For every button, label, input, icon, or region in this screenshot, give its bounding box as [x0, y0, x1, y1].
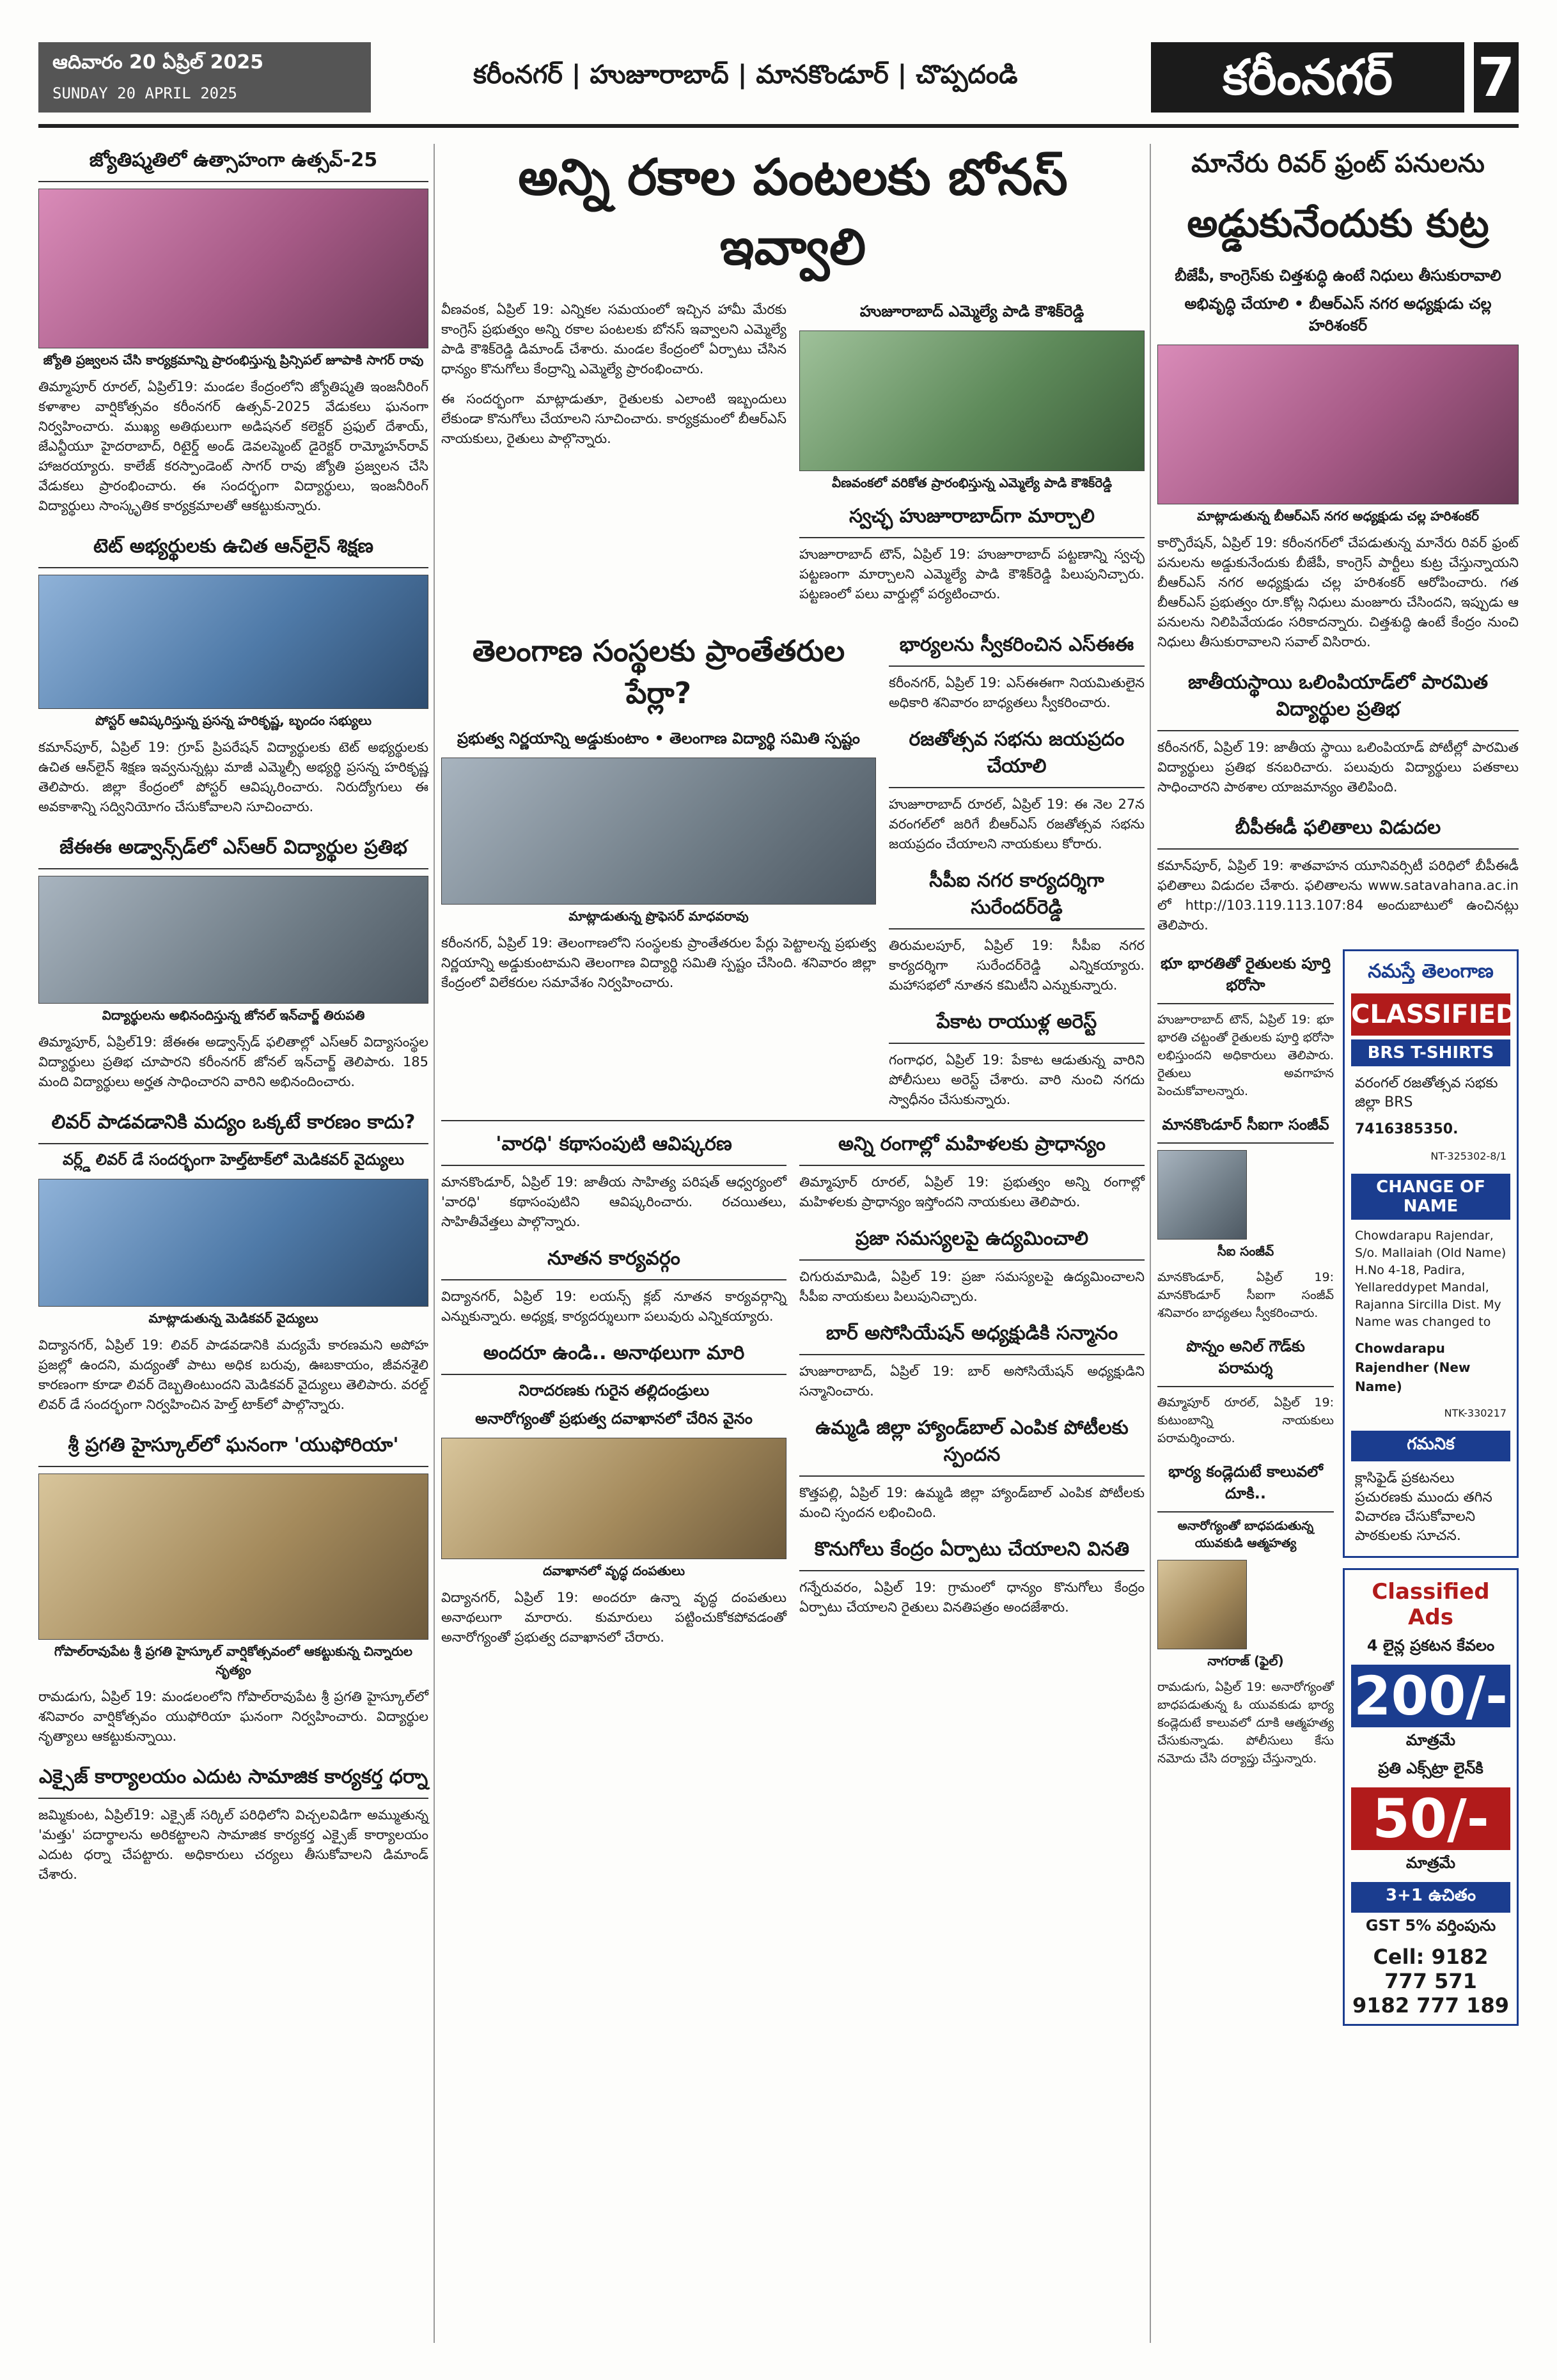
- article-photo: [799, 331, 1145, 471]
- article-body: కమాన్‌పూర్, ఏప్రిల్ 19: గ్రూప్ ప్రిపరేషన్ విద్యార్థులకు టెట్ అభ్యర్థులకు ఉచిత ఆన్‌లైన్ శిక్షణ ఇవ్వనున్నట్లు మాజీ ఎమ్మెల్సీ అభ్యర్థి ప్రసన్న హరికృష్ణ తెలిపారు. జిల్లా కేంద్రంలో పోస్టర్ ఆవిష్కరించారు. నిరుద్యోగులు ఈ అవకాశాన్ని సద్వినియోగం చేసుకోవాలని సూచించారు.: [38, 740, 428, 814]
- article-body: తిమ్మాపూర్ రూరల్, ఏప్రిల్19: మండల కేంద్రంలోని జ్యోతిష్మతి ఇంజనీరింగ్ కళాశాల వార్షికోత్సవం కరీంనగర్ ఉత్సవ్-2025 వేడుకలు ఘనంగా నిర్వహించారు. ముఖ్య అతిథులుగా అడిషనల్ కలెక్టర్ ప్రఫుల్ దేశాయ్, జేఎన్టీయూ హైదరాబాద్, రిటైర్డ్ అండ్ డెవలప్మెంట్ డైరెక్టర్ రామ్మోహన్‌రావ్ హాజరయ్యారు. కాలేజ్ కరస్పాండెంట్ సాగర్ రావు జ్యోతి ప్రజ్వలన చేసి వేడుకలు ప్రారంభించారు. ఈ సందర్భంగా విద్యార్థులు, ఇంజనీరింగ్ విద్యార్థులు సాంస్కృతిక కార్యక్రమాలతో ఆకట్టుకున్నారు.: [38, 379, 428, 513]
- lead-article: [441, 144, 1145, 614]
- date-box: [38, 42, 371, 113]
- classified-ad-box: [1343, 949, 1519, 1558]
- article-headline: ప్రజా సమస్యలపై ఉద్యమించాలి: [799, 1222, 1145, 1261]
- article: [1157, 666, 1519, 797]
- article-headline: బార్ అసోసియేషన్ అధ్యక్షుడికి సన్మానం: [799, 1317, 1145, 1355]
- article-headline: 'వారధి' కథాసంపుటి ఆవిష్కరణ: [441, 1128, 786, 1166]
- article-body: జమ్మికుంట, ఏప్రిల్19: ఎక్సైజ్ సర్కిల్ పరిధిలోని విచ్చలవిడిగా అమ్ముతున్న 'మత్తు' పదార్థాలను అరికట్టాలని సామాజిక కార్యకర్త ఎక్సైజ్ కార్యాలయం ఎదుట ధర్నా చేపట్టారు. అధికారులు చర్యలు తీసుకోవాలని డిమాండ్ చేశారు.: [38, 1807, 428, 1882]
- article-subhead: అనారోగ్యంతో బాధపడుతున్న యువకుడి ఆత్మహత్య: [1177, 1519, 1314, 1550]
- article-body: రామడుగు, ఏప్రిల్ 19: మండలంలోని గోపాల్‌రావుపేట శ్రీ ప్రగతి హైస్కూల్‌లో శనివారం వార్షికోత్సవం యుఫోరియా ఘనంగా నిర్వహించారు. విద్యార్థుల నృత్యాలు ఆకట్టుకున్నాయి.: [38, 1689, 428, 1744]
- article-photo: [38, 1179, 428, 1307]
- article-body: కరీంనగర్, ఏప్రిల్ 19: ఎస్ఈఈగా నియమితులైన అధికారి శనివారం బాధ్యతలు స్వీకరించారు.: [889, 675, 1145, 710]
- article-headline: టెట్ అభ్యర్థులకు ఉచిత ఆన్‌లైన్ శిక్షణ: [38, 530, 428, 568]
- ad-text: ప్రతి ఎక్స్‌ట్రా లైన్‌కి: [1378, 1759, 1483, 1777]
- article: [38, 831, 428, 1092]
- article-body: కరీంనగర్, ఏప్రిల్ 19: జాతీయ స్థాయి ఒలింపియాడ్ పోటీల్లో పారమిత విద్యార్థులు ప్రతిభ కనబరిచారు. పలువురు విద్యార్థులు పతకాలు సాధించారని పాఠశాల యాజమాన్యం తెలిపింది.: [1157, 740, 1519, 795]
- article-headline: భార్య కండ్లెదుటే కాలువలో దూకి..: [1157, 1458, 1334, 1513]
- article-subhead: బీజేపీ, కాంగ్రెస్‌కు చిత్తశుద్ధి ఉంటే నిధులు తీసుకురావాలి: [1175, 267, 1501, 284]
- article-headline: మానకొండూర్ సీఐగా సంజీవ్: [1157, 1110, 1334, 1144]
- article-body: హుజూరాబాద్ టౌన్, ఏప్రిల్ 19: భూ భారతి చట్టంతో రైతులకు పూర్తి భరోసా లభిస్తుందని అధికారులు తెలిపారు. రైతులు అవగాహన పెంచుకోవాలన్నారు.: [1157, 1013, 1334, 1098]
- article-headline: తెలంగాణ సంస్థలకు ప్రాంతేతరుల పేర్లా?: [472, 634, 845, 710]
- ad-text: మాత్రమే: [1405, 1731, 1456, 1749]
- page-number: 7: [1474, 42, 1519, 113]
- ad-text: 4 లైన్ల ప్రకటన కేవలం: [1366, 1637, 1495, 1654]
- ad-code: NTK-330217: [1444, 1407, 1506, 1419]
- article-headline: నూతన కార్యవర్గం: [441, 1242, 786, 1280]
- article-body: కొత్తపల్లి, ఏప్రిల్ 19: ఉమ్మడి జిల్లా హ్యాండ్‌బాల్ ఎంపిక పోటీలకు మంచి స్పందన లభించింది.: [799, 1485, 1145, 1520]
- article-headline: పొన్నం అనిల్ గౌడ్‌కు పరామర్శ: [1157, 1332, 1334, 1387]
- article-headline: జేఈఈ అడ్వాన్స్‌డ్‌లో ఎస్ఆర్ విద్యార్థుల ప్రతిభ: [38, 831, 428, 869]
- article-body: విద్యానగర్, ఏప్రిల్ 19: లయన్స్ క్లబ్ నూతన కార్యవర్గాన్ని ఎన్నుకున్నారు. అధ్యక్ష, కార్యదర్శులుగా పలువురు ఎన్నికయ్యారు.: [441, 1289, 786, 1324]
- article-photo: [441, 758, 876, 905]
- article-subhead: అభివృద్ధి చేయాలి • బీఆర్ఎస్ నగర అధ్యక్షుడు చల్ల హరిశంకర్: [1184, 295, 1492, 334]
- article-body: రామడుగు, ఏప్రిల్ 19: అనారోగ్యంతో బాధపడుతున్న ఓ యువకుడు భార్య కండ్లెదుటే కాలువలో దూకి ఆత్మహత్య చేసుకున్నాడు. పోలీసులు కేసు నమోదు చేసి దర్యాప్తు చేస్తున్నారు.: [1157, 1680, 1334, 1766]
- article-body: హుజూరాబాద్, ఏప్రిల్ 19: బార్ అసోసియేషన్ అధ్యక్షుడిని సన్మానించారు.: [799, 1364, 1145, 1399]
- article-body: కార్పొరేషన్, ఏప్రిల్ 19: కరీంనగర్‌లో చేపడుతున్న మానేరు రివర్ ఫ్రంట్ పనులను అడ్డుకునేందుకు బీజేపీ, కాంగ్రెస్ పార్టీలు కుట్ర చేస్తున్నాయని బీఆర్ఎస్ నగర అధ్యక్షుడు చల్ల హరిశంకర్ ఆరోపించారు. గత బీఆర్ఎస్ ప్రభుత్వం రూ.కోట్ల నిధులు మంజూరు చేసిందని, ఇప్పుడు ఆ పనులను నిలిపివేయడం సరికాదన్నారు. చిత్తశుద్ధి ఉంటే కేంద్రం నుంచి నిధులు తీసుకురావాలని సవాల్ విసిరారు.: [1157, 535, 1519, 649]
- article-headline: బీపీఈడీ ఫలితాలు విడుదల: [1157, 811, 1519, 850]
- article-headline: స్వచ్ఛ హుజూరాబాద్‌గా మార్చాలి: [799, 500, 1145, 538]
- article-photo: [1157, 1150, 1247, 1240]
- classified-ads: [1343, 949, 1519, 2036]
- article-headline: ఉమ్మడి జిల్లా హ్యాండ్‌బాల్ ఎంపిక పోటీలకు స్పందన: [799, 1412, 1145, 1477]
- ad-text: వరంగల్ రజతోత్సవ సభకు జిల్లా BRS: [1355, 1075, 1498, 1110]
- article-body: గన్నేరువరం, ఏప్రిల్ 19: గ్రామంలో ధాన్యం కొనుగోలు కేంద్రం ఏర్పాటు చేయాలని రైతులు వినతిపత్రం అందజేశారు.: [799, 1580, 1145, 1615]
- article: [38, 530, 428, 817]
- ad-heading: గమనిక: [1351, 1431, 1510, 1461]
- date-english: SUNDAY 20 APRIL 2025: [52, 84, 237, 102]
- article-photo: [1157, 1560, 1247, 1649]
- article-photo: [38, 189, 428, 348]
- article-subhead: నిరాదరణకు గురైన తల్లిదండ్రులు: [518, 1381, 709, 1399]
- article-body: విద్యానగర్, ఏప్రిల్ 19: అందరూ ఉన్నా వృద్ధ దంపతులు అనాథలుగా మారారు. కుమారులు పట్టించుకోకపోవడంతో అనారోగ్యంతో ప్రభుత్వ దవాఖానలో చేరారు.: [441, 1590, 786, 1645]
- article-photo: [38, 876, 428, 1004]
- article-body: తిమ్మాపూర్, ఏప్రిల్19: జేఈఈ అడ్వాన్స్‌డ్ ఫలితాల్లో ఎస్ఆర్ విద్యాసంస్థల విద్యార్థులు ప్రతిభ చూపారని కరీంనగర్ జోనల్ ఇన్‌చార్జ్ తెలిపారు. 185 మంది విద్యార్థులు అర్హత సాధించారని వారిని అభినందించారు.: [38, 1034, 428, 1089]
- ad-phone: 9182 777 189: [1352, 1993, 1509, 2018]
- article-subhead: అనారోగ్యంతో ప్రభుత్వ దవాఖానలో చేరిన వైనం: [475, 1410, 753, 1427]
- classified-rate-box: [1343, 1568, 1519, 2026]
- article-headline: రజతోత్సవ సభను జయప్రదం చేయాలి: [889, 723, 1145, 788]
- article-body: తిమ్మాపూర్ రూరల్, ఏప్రిల్ 19: ప్రభుత్వం అన్ని రంగాల్లో మహిళలకు ప్రాధాన్యం ఇస్తోందని నాయకులు తెలిపారు.: [799, 1174, 1145, 1209]
- lead-article: [1157, 144, 1519, 652]
- article: [38, 1106, 428, 1415]
- article-body: హుజూరాబాద్ టౌన్, ఏప్రిల్ 19: హుజూరాబాద్ పట్టణాన్ని స్వచ్ఛ పట్టణంగా మార్చాలని ఎమ్మెల్యే పాడి కౌశిక్‌రెడ్డి పిలుపునిచ్చారు. పట్టణంలో పలు వార్డుల్లో పర్యటించారు.: [799, 547, 1145, 602]
- classified-header: CLASSIFIED: [1351, 993, 1510, 1036]
- photo-caption: సీఐ సంజీవ్: [1217, 1243, 1274, 1259]
- left-column: [38, 144, 428, 1899]
- edition-title: కరీంనగర్: [1151, 42, 1464, 113]
- ad-title: Classified Ads: [1372, 1579, 1490, 1630]
- article-headline: భూ భారతితో రైతులకు పూర్తి భరోసా: [1157, 949, 1334, 1004]
- date-telugu: ఆదివారం 20 ఏప్రిల్ 2025: [52, 51, 264, 74]
- article-subhead: వర్ల్డ్ లివర్ డే సందర్భంగా హెల్త్‌టాక్‌లో మెడికవర్ వైద్యులు: [62, 1151, 405, 1169]
- edition-towns: కరీంనగర్ | హుజూరాబాద్ | మానకొండూర్ | చొప్పదండి: [473, 60, 1018, 89]
- article: [38, 1761, 428, 1885]
- ad-offer: 3+1 ఉచితం: [1351, 1882, 1510, 1913]
- article-headline: శ్రీ ప్రగతి హైస్కూల్‌లో ఘనంగా 'యుఫోరియా': [38, 1429, 428, 1467]
- article-body: తిమ్మాపూర్ రూరల్, ఏప్రిల్ 19: కుటుంబాన్ని నాయకులు పరామర్శించారు.: [1157, 1396, 1334, 1445]
- article-headline: లివర్ పాడవడానికి మద్యం ఒక్కటే కారణం కాదు?: [38, 1106, 428, 1144]
- article-body: వీణవంక, ఏప్రిల్ 19: ఎన్నికల సమయంలో ఇచ్చిన హామీ మేరకు కాంగ్రెస్ ప్రభుత్వం అన్ని రకాల పంటలకు బోనస్ ఇవ్వాలని ఎమ్మెల్యే పాడి కౌశిక్‌రెడ్డి డిమాండ్ చేశారు. మండల కేంద్రంలో ఏర్పాటు చేసిన ధాన్యం కొనుగోలు కేంద్రాన్ని ఎమ్మెల్యే ప్రారంభించారు.: [441, 302, 786, 377]
- center-column: [441, 144, 1145, 1658]
- article-headline: జాతీయస్థాయి ఒలింపియాడ్‌లో పారమిత విద్యార్థుల ప్రతిభ: [1157, 666, 1519, 731]
- photo-caption: మాట్లాడుతున్న బీఆర్ఎస్ నగర అధ్యక్షుడు చల్ల హరిశంకర్: [1196, 508, 1480, 524]
- article-body: హుజూరాబాద్ రూరల్, ఏప్రిల్ 19: ఈ నెల 27న వరంగల్‌లో జరిగే బీఆర్ఎస్ రజతోత్సవ సభను జయప్రదం చేయాలని నాయకులు కోరారు.: [889, 797, 1145, 852]
- article-body: విద్యానగర్, ఏప్రిల్ 19: లివర్ పాడవడానికి మద్యమే కారణమని అపోహ ప్రజల్లో ఉందని, మద్యంతో పాటు అధిక బరువు, ఊబకాయం, జీవనశైలి కారణంగా కూడా లివర్ దెబ్బతింటుందని మెడికవర్ వైద్యులు తెలిపారు. వరల్డ్ లివర్ డే సందర్భంగా నిర్వహించిన హెల్త్ టాక్‌లో పాల్గొన్నారు.: [38, 1337, 428, 1412]
- column-divider: [1150, 144, 1151, 2343]
- ad-price: 50/-: [1351, 1787, 1510, 1850]
- article: [38, 144, 428, 516]
- article: [38, 1429, 428, 1746]
- article-subhead: ప్రభుత్వ నిర్ణయాన్ని అడ్డుకుంటాం • తెలంగాణ విద్యార్థి సమితి స్పష్టం: [457, 729, 860, 747]
- article-body: కమాన్‌పూర్, ఏప్రిల్ 19: శాతవాహన యూనివర్సిటీ పరిధిలో బీపీఈడీ ఫలితాలు విడుదల చేశారు. ఫలితాలను www.satavahana.ac.in లో http://103.119.113.107:84 అందుబాటులో ఉంచినట్లు తెలిపారు.: [1157, 858, 1519, 933]
- photo-caption: జ్యోతి ప్రజ్వలన చేసి కార్యక్రమాన్ని ప్రారంభిస్తున్న ప్రిన్సిపల్ జూపాకి సాగర్ రావు: [43, 352, 424, 368]
- ad-text: GST 5% వర్తింపును: [1365, 1917, 1496, 1934]
- article-headline: సీపీఐ నగర కార్యదర్శిగా సురేందర్‌రెడ్డి: [889, 864, 1145, 929]
- article-headline: అన్ని రంగాల్లో మహిళలకు ప్రాధాన్యం: [799, 1128, 1145, 1166]
- ad-phone: 7416385350.: [1355, 1121, 1459, 1137]
- column-divider: [434, 144, 435, 2343]
- article-body: తిరుమలపూర్, ఏప్రిల్ 19: సీపీఐ నగర కార్యదర్శిగా సురేందర్‌రెడ్డి ఎన్నికయ్యారు. మహాసభలో నూతన కమిటీని ఎన్నుకున్నారు.: [889, 938, 1145, 993]
- article-body: మానకొండూర్, ఏప్రిల్ 19: మానకొండూర్ సీఐగా సంజీవ్ శనివారం బాధ్యతలు స్వీకరించారు.: [1157, 1270, 1334, 1320]
- article-subhead: హుజూరాబాద్ ఎమ్మెల్యే పాడి కౌశిక్‌రెడ్డి: [859, 302, 1084, 320]
- article-body: గంగాధర, ఏప్రిల్ 19: పేకాట ఆడుతున్న వారిని పోలీసులు అరెస్ట్ చేశారు. వారి నుంచి నగదు స్వాధీనం చేసుకున్నారు.: [889, 1052, 1145, 1107]
- brand-name: నమస్తే తెలంగాణ: [1368, 960, 1494, 983]
- photo-caption: పోస్టర్ ఆవిష్కరిస్తున్న ప్రసన్న హరికృష్ణ, బృందం సభ్యులు: [95, 713, 372, 728]
- article-photo: [1157, 345, 1519, 504]
- photo-caption: దవాఖానలో వృద్ధ దంపతులు: [542, 1563, 685, 1578]
- article-headline: జ్యోతిష్మతిలో ఉత్సాహంగా ఉత్సవ్-25: [38, 144, 428, 182]
- article-body: మానకొండూర్, ఏప్రిల్ 19: జాతీయ సాహిత్య పరిషత్ ఆధ్వర్యంలో 'వారధి' కథాసంపుటిని ఆవిష్కరించారు. రచయితలు, సాహితీవేత్తలు పాల్గొన్నారు.: [441, 1174, 786, 1229]
- ad-code: NT-325302-8/1: [1430, 1150, 1506, 1162]
- ad-price: 200/-: [1351, 1665, 1510, 1727]
- article-headline: కొనుగోలు కేంద్రం ఏర్పాటు చేయాలని వినతి: [799, 1533, 1145, 1571]
- article-body: కరీంనగర్, ఏప్రిల్ 19: తెలంగాణలోని సంస్థలకు ప్రాంతేతరుల పేర్లు పెట్టాలన్న ప్రభుత్వ నిర్ణయాన్ని అడ్డుకుంటామని తెలంగాణ విద్యార్థి సమితి స్పష్టం చేసింది. శనివారం జిల్లా కేంద్రంలో విలేకరుల సమావేశం నిర్వహించారు.: [441, 935, 876, 990]
- lead-headline-line1: మానేరు రివర్ ఫ్రంట్ పనులను: [1191, 149, 1485, 178]
- article-photo: [441, 1438, 786, 1559]
- article-photo: [38, 1474, 428, 1640]
- ad-heading: BRS T-SHIRTS: [1351, 1039, 1510, 1066]
- article-body: చిగురుమామిడి, ఏప్రిల్ 19: ప్రజా సమస్యలపై ఉద్యమించాలని సీపీఐ నాయకులు పిలుపునిచ్చారు.: [799, 1269, 1145, 1304]
- right-column: [1157, 144, 1519, 2036]
- photo-caption: గోపాల్‌రావుపేట శ్రీ ప్రగతి హైస్కూల్ వార్షికోత్సవంలో ఆకట్టుకున్న చిన్నారుల నృత్యం: [54, 1644, 413, 1677]
- ad-phone: Cell: 9182 777 571: [1373, 1945, 1489, 1993]
- ad-text: మాత్రమే: [1405, 1854, 1456, 1872]
- article-headline: భార్యలను స్వీకరించిన ఎస్ఈఈ: [889, 628, 1145, 667]
- article-headline: పేకాట రాయుళ్ల అరెస్ట్: [889, 1006, 1145, 1044]
- article-body: ఈ సందర్భంగా మాట్లాడుతూ, రైతులకు ఎలాంటి ఇబ్బందులు లేకుండా కొనుగోలు చేయాలని సూచించారు. కార్యక్రమంలో బీఆర్ఎస్ నాయకులు, రైతులు పాల్గొన్నారు.: [441, 391, 786, 446]
- lead-headline-line2: అడ్డుకునేందుకు కుట్ర: [1187, 201, 1489, 246]
- photo-caption: నాగరాజ్ (ఫైల్): [1207, 1653, 1284, 1668]
- article: [1157, 811, 1519, 935]
- masthead: [38, 38, 1519, 128]
- article-photo: [38, 575, 428, 709]
- ad-text: క్లాసిఫైడ్ ప్రకటనలు ప్రచురణకు ముందు తగిన విచారణ చేసుకోవాలని పాఠకులకు సూచన.: [1355, 1470, 1492, 1544]
- photo-caption: విద్యార్థులను అభినందిస్తున్న జోనల్ ఇన్‌చార్జ్ తిరుపతి: [102, 1007, 365, 1023]
- photo-caption: మాట్లాడుతున్న ప్రొఫెసర్ మాధవరావు: [568, 908, 749, 924]
- article-headline: అందరూ ఉండి.. అనాథలుగా మారి: [441, 1337, 786, 1375]
- lead-headline: అన్ని రకాల పంటలకు బోనస్ ఇవ్వాలి: [518, 149, 1068, 276]
- ad-text: Chowdarapu Rajendar, S/o. Mallaiah (Old Name) H.No 4-18, Padira, Yellareddypet Mandal, Rajanna Sircilla Dist. My Name was changed to: [1355, 1229, 1506, 1329]
- photo-caption: వీణవంకలో వరికోత ప్రారంభిస్తున్న ఎమ్మెల్యే పాడి కౌశిక్‌రెడ్డి: [831, 475, 1113, 490]
- ad-heading: CHANGE OF NAME: [1351, 1174, 1510, 1220]
- article-headline: ఎక్సైజ్ కార్యాలయం ఎదుట సామాజిక కార్యకర్త ధర్నా: [38, 1761, 428, 1799]
- ad-text: Chowdarapu Rajendher (New Name): [1355, 1341, 1471, 1394]
- photo-caption: మాట్లాడుతున్న మెడికవర్ వైద్యులు: [148, 1311, 318, 1326]
